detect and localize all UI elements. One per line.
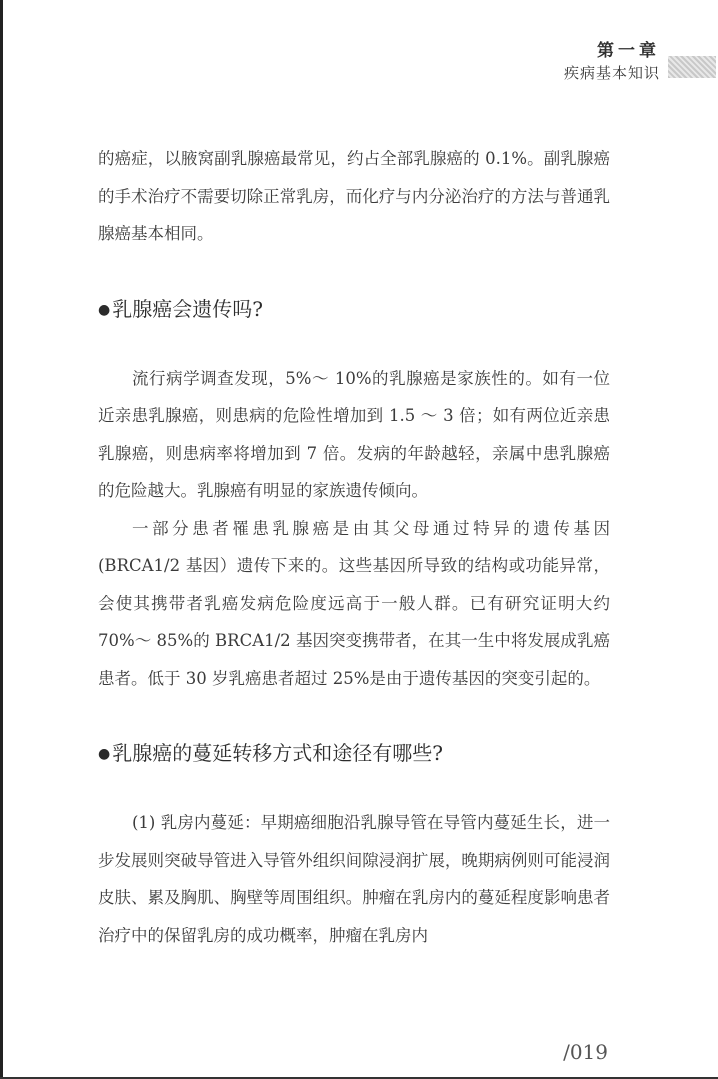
running-header <box>564 40 660 84</box>
intro-paragraph: 的癌症，以腋窝副乳腺癌最常见，约占全部乳腺癌的 0.1%。副乳腺癌的手术治疗不需要切除正常乳房，而化疗与内分泌治疗的方法与普通乳腺癌基本相同。 <box>98 149 610 243</box>
page-body <box>98 140 610 954</box>
left-page-edge <box>0 0 3 1079</box>
heredity-paragraph-2: 一部分患者罹患乳腺癌是由其父母通过特异的遗传基因(BRCA1/2 基因）遗传下来的。这些基因所导致的结构或功能异常，会使其携带者乳癌发病危险度远高于一般人群。已有研究证明大约 70%～ 85%的 BRCA1/2 基因突变携带者，在其一生中将发展成乳癌患者。低于 30 岁乳癌患者超过 25%是由于遗传基因的突变引起的。 <box>98 518 610 688</box>
section-label: 疾病基本知识 <box>563 64 660 82</box>
heredity-paragraph-1: 流行病学调查发现，5%～ 10%的乳腺癌是家族性的。如有一位近亲患乳腺癌，则患病的危险性增加到 1.5 ～ 3 倍；如有两位近亲患乳腺癌，则患病率将增加到 7 倍。发病的年龄越轻，亲属中患乳腺癌的危险越大。乳腺癌有明显的家族遗传倾向。 <box>98 368 610 500</box>
header-decoration <box>668 56 716 78</box>
heading-metastasis <box>98 733 610 774</box>
heading-metastasis-text: 乳腺癌的蔓延转移方式和途径有哪些? <box>112 741 443 765</box>
chapter-label: 第一章 <box>597 41 660 61</box>
bullet-icon: ● <box>98 746 111 762</box>
metastasis-paragraph-1: (1) 乳房内蔓延：早期癌细胞沿乳腺导管在导管内蔓延生长，进一步发展则突破导管进入导管外组织间隙浸润扩展，晚期病例则可能浸润皮肤、累及胸肌、胸壁等周围组织。肿瘤在乳房内的蔓延程度影响患者治疗中的保留乳房的成功概率，肿瘤在乳房内 <box>98 813 610 945</box>
heading-heredity <box>98 289 610 330</box>
bullet-icon: ● <box>98 301 111 318</box>
heading-heredity-text: 乳腺癌会遗传吗? <box>112 296 263 321</box>
page-number: /019 <box>563 1040 608 1064</box>
